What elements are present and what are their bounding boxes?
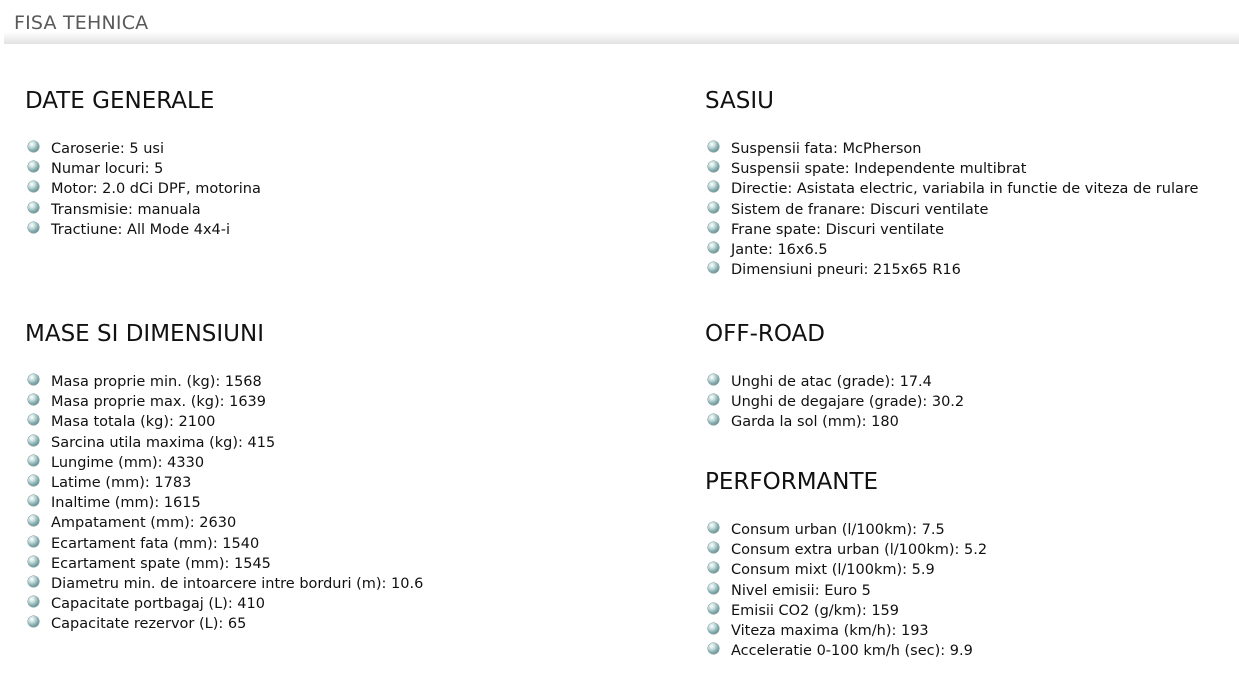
spec-item: Numar locuri: 5 bbox=[25, 159, 261, 179]
bullet-icon bbox=[28, 414, 39, 425]
section-sasiu bbox=[705, 87, 1199, 279]
spec-item: Diametru min. de intoarcere intre borduri (m): 10.6 bbox=[25, 574, 423, 594]
bullet-icon bbox=[28, 161, 39, 172]
spec-item: Capacitate rezervor (L): 65 bbox=[25, 614, 423, 634]
spec-item: Garda la sol (mm): 180 bbox=[705, 412, 964, 432]
bullet-icon bbox=[708, 394, 719, 405]
bullet-icon bbox=[708, 202, 719, 213]
bullet-icon bbox=[708, 374, 719, 385]
bullet-icon bbox=[708, 623, 719, 634]
spec-item: Ecartament spate (mm): 1545 bbox=[25, 554, 423, 574]
bullet-icon bbox=[708, 562, 719, 573]
spec-item: Directie: Asistata electric, variabila in functie de viteza de rulare bbox=[705, 179, 1198, 199]
spec-item: Frane spate: Discuri ventilate bbox=[705, 220, 1198, 240]
spec-list-mase-si-dimensiuni bbox=[25, 372, 423, 634]
spec-list-date-generale bbox=[25, 139, 261, 240]
bullet-icon bbox=[28, 495, 39, 506]
header-bar bbox=[4, 0, 1239, 44]
bullet-icon bbox=[28, 576, 39, 587]
spec-item: Transmisie: manuala bbox=[25, 200, 261, 220]
spec-item: Masa totala (kg): 2100 bbox=[25, 412, 423, 432]
spec-item: Dimensiuni pneuri: 215x65 R16 bbox=[705, 260, 1198, 280]
spec-item: Nivel emisii: Euro 5 bbox=[705, 581, 987, 601]
bullet-icon bbox=[708, 603, 719, 614]
bullet-icon bbox=[708, 414, 719, 425]
section-performante bbox=[705, 468, 988, 660]
bullet-icon bbox=[28, 394, 39, 405]
spec-item: Inaltime (mm): 1615 bbox=[25, 493, 423, 513]
spec-list-sasiu bbox=[705, 139, 1198, 280]
spec-item: Ecartament fata (mm): 1540 bbox=[25, 534, 423, 554]
spec-item: Capacitate portbagaj (L): 410 bbox=[25, 594, 423, 614]
bullet-icon bbox=[28, 556, 39, 567]
bullet-icon bbox=[28, 435, 39, 446]
section-title-off-road: OFF-ROAD bbox=[705, 321, 825, 347]
bullet-icon bbox=[708, 262, 719, 273]
bullet-icon bbox=[708, 222, 719, 233]
spec-item: Sistem de franare: Discuri ventilate bbox=[705, 200, 1198, 220]
spec-item: Consum mixt (l/100km): 5.9 bbox=[705, 560, 987, 580]
bullet-icon bbox=[708, 181, 719, 192]
section-title-date-generale: DATE GENERALE bbox=[25, 88, 215, 114]
bullet-icon bbox=[28, 374, 39, 385]
spec-item: Acceleratie 0-100 km/h (sec): 9.9 bbox=[705, 641, 987, 661]
section-title-sasiu: SASIU bbox=[705, 88, 774, 114]
page-title: FISA TEHNICA bbox=[14, 12, 149, 34]
section-title-performante: PERFORMANTE bbox=[705, 469, 879, 495]
spec-item: Suspensii spate: Independente multibrat bbox=[705, 159, 1198, 179]
bullet-icon bbox=[28, 616, 39, 627]
bullet-icon bbox=[708, 141, 719, 152]
bullet-icon bbox=[28, 455, 39, 466]
bullet-icon bbox=[708, 542, 719, 553]
spec-item: Emisii CO2 (g/km): 159 bbox=[705, 601, 987, 621]
spec-item: Viteza maxima (km/h): 193 bbox=[705, 621, 987, 641]
spec-item: Jante: 16x6.5 bbox=[705, 240, 1198, 260]
bullet-icon bbox=[708, 522, 719, 533]
section-title-mase-si-dimensiuni: MASE SI DIMENSIUNI bbox=[25, 321, 264, 347]
section-date-generale bbox=[25, 87, 261, 238]
spec-item: Caroserie: 5 usi bbox=[25, 139, 261, 159]
bullet-icon bbox=[28, 515, 39, 526]
spec-item: Masa proprie min. (kg): 1568 bbox=[25, 372, 423, 392]
section-mase-si-dimensiuni bbox=[25, 320, 424, 633]
spec-item: Suspensii fata: McPherson bbox=[705, 139, 1198, 159]
bullet-icon bbox=[28, 141, 39, 152]
bullet-icon bbox=[28, 181, 39, 192]
bullet-icon bbox=[28, 596, 39, 607]
spec-item: Consum extra urban (l/100km): 5.2 bbox=[705, 540, 987, 560]
bullet-icon bbox=[708, 161, 719, 172]
bullet-icon bbox=[708, 242, 719, 253]
spec-list-performante bbox=[705, 520, 987, 661]
spec-item: Unghi de degajare (grade): 30.2 bbox=[705, 392, 964, 412]
bullet-icon bbox=[708, 643, 719, 654]
spec-item: Ampatament (mm): 2630 bbox=[25, 513, 423, 533]
spec-item: Masa proprie max. (kg): 1639 bbox=[25, 392, 423, 412]
spec-item: Unghi de atac (grade): 17.4 bbox=[705, 372, 964, 392]
bullet-icon bbox=[708, 583, 719, 594]
spec-item: Lungime (mm): 4330 bbox=[25, 453, 423, 473]
bullet-icon bbox=[28, 202, 39, 213]
spec-list-off-road bbox=[705, 372, 964, 433]
spec-item: Latime (mm): 1783 bbox=[25, 473, 423, 493]
section-off-road bbox=[705, 320, 965, 431]
spec-item: Tractiune: All Mode 4x4-i bbox=[25, 220, 261, 240]
bullet-icon bbox=[28, 536, 39, 547]
spec-item: Consum urban (l/100km): 7.5 bbox=[705, 520, 987, 540]
bullet-icon bbox=[28, 222, 39, 233]
spec-item: Sarcina utila maxima (kg): 415 bbox=[25, 433, 423, 453]
bullet-icon bbox=[28, 475, 39, 486]
spec-item: Motor: 2.0 dCi DPF, motorina bbox=[25, 179, 261, 199]
